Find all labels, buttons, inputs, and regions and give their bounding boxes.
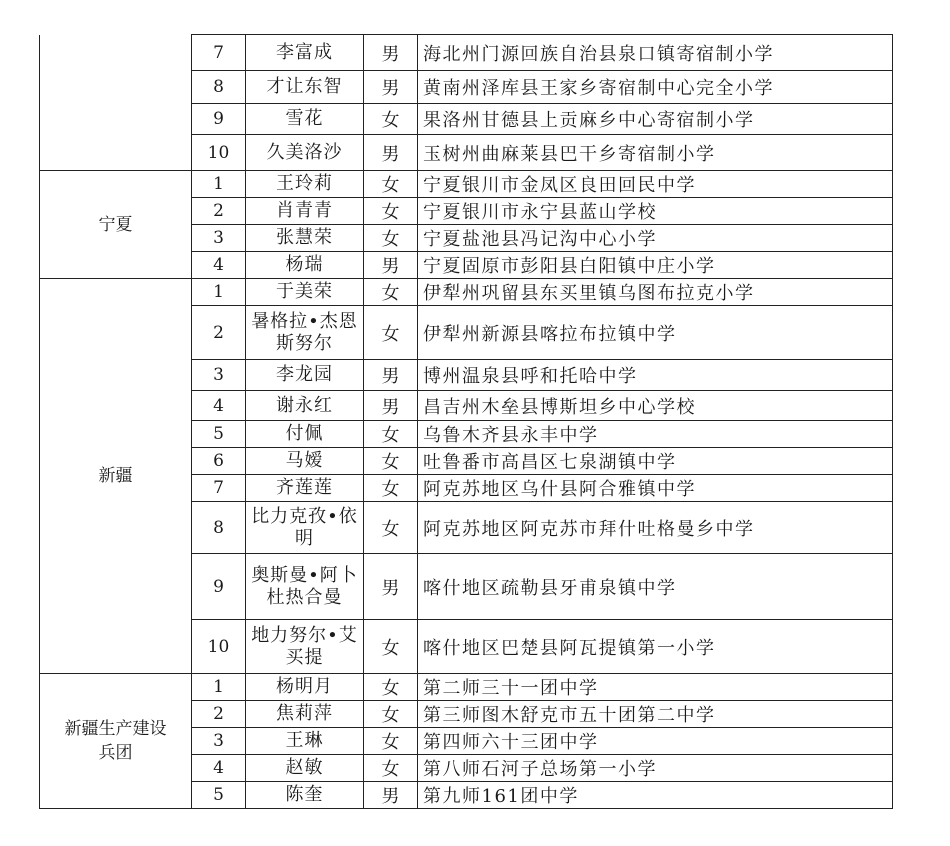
school-cell: 昌吉州木垒县博斯坦乡中心学校 (418, 391, 893, 421)
school-cell: 喀什地区巴楚县阿瓦提镇第一小学 (418, 620, 893, 674)
row-number: 2 (192, 701, 246, 728)
table-row (40, 674, 893, 701)
region-cell: 新疆 (40, 279, 192, 674)
gender-cell: 女 (364, 674, 418, 701)
gender-cell: 女 (364, 475, 418, 502)
gender-cell: 女 (364, 198, 418, 225)
gender-cell: 女 (364, 728, 418, 755)
school-cell: 阿克苏地区阿克苏市拜什吐格曼乡中学 (418, 502, 893, 554)
teacher-name: 杨明月 (246, 674, 364, 701)
school-cell: 黄南州泽库县王家乡寄宿制中心完全小学 (418, 71, 893, 104)
gender-cell: 女 (364, 701, 418, 728)
teacher-name: 陈奎 (246, 782, 364, 809)
teacher-name: 才让东智 (246, 71, 364, 104)
table-row (40, 171, 893, 198)
teacher-name: 王琳 (246, 728, 364, 755)
school-cell: 阿克苏地区乌什县阿合雅镇中学 (418, 475, 893, 502)
gender-cell: 女 (364, 225, 418, 252)
region-cell (40, 35, 192, 171)
table-row (40, 279, 893, 306)
row-number: 1 (192, 674, 246, 701)
gender-cell: 男 (364, 252, 418, 279)
teacher-name: 张慧荣 (246, 225, 364, 252)
gender-cell: 男 (364, 782, 418, 809)
row-number: 3 (192, 728, 246, 755)
teacher-name: 马嫒 (246, 448, 364, 475)
gender-cell: 女 (364, 421, 418, 448)
gender-cell: 男 (364, 35, 418, 71)
teacher-name: 李富成 (246, 35, 364, 71)
row-number: 4 (192, 755, 246, 782)
row-number: 10 (192, 135, 246, 171)
region-cell: 新疆生产建设兵团 (40, 674, 192, 809)
school-cell: 玉树州曲麻莱县巴干乡寄宿制小学 (418, 135, 893, 171)
row-number: 2 (192, 306, 246, 360)
school-cell: 博州温泉县呼和托哈中学 (418, 360, 893, 391)
gender-cell: 男 (364, 71, 418, 104)
row-number: 2 (192, 198, 246, 225)
school-cell: 伊犁州巩留县东买里镇乌图布拉克小学 (418, 279, 893, 306)
region-cell: 宁夏 (40, 171, 192, 279)
roster-table (39, 34, 893, 809)
school-cell: 喀什地区疏勒县牙甫泉镇中学 (418, 554, 893, 620)
teacher-name: 奥斯曼•阿卜杜热合曼 (246, 554, 364, 620)
school-cell: 第二师三十一团中学 (418, 674, 893, 701)
gender-cell: 男 (364, 360, 418, 391)
row-number: 3 (192, 360, 246, 391)
teacher-name: 久美洛沙 (246, 135, 364, 171)
row-number: 9 (192, 554, 246, 620)
gender-cell: 男 (364, 135, 418, 171)
gender-cell: 男 (364, 391, 418, 421)
roster-table-container (39, 34, 893, 809)
gender-cell: 女 (364, 448, 418, 475)
school-cell: 宁夏固原市彭阳县白阳镇中庄小学 (418, 252, 893, 279)
teacher-name: 雪花 (246, 104, 364, 135)
gender-cell: 女 (364, 279, 418, 306)
teacher-name: 付佩 (246, 421, 364, 448)
teacher-name: 齐莲莲 (246, 475, 364, 502)
teacher-name: 谢永红 (246, 391, 364, 421)
row-number: 8 (192, 71, 246, 104)
school-cell: 第九师161团中学 (418, 782, 893, 809)
row-number: 7 (192, 475, 246, 502)
school-cell: 第四师六十三团中学 (418, 728, 893, 755)
school-cell: 第三师图木舒克市五十团第二中学 (418, 701, 893, 728)
school-cell: 宁夏银川市金凤区良田回民中学 (418, 171, 893, 198)
school-cell: 伊犁州新源县喀拉布拉镇中学 (418, 306, 893, 360)
teacher-name: 暑格拉•杰恩斯努尔 (246, 306, 364, 360)
school-cell: 第八师石河子总场第一小学 (418, 755, 893, 782)
row-number: 6 (192, 448, 246, 475)
teacher-name: 杨瑞 (246, 252, 364, 279)
table-row (40, 35, 893, 71)
teacher-name: 李龙园 (246, 360, 364, 391)
teacher-name: 比力克孜•依明 (246, 502, 364, 554)
school-cell: 果洛州甘德县上贡麻乡中心寄宿制小学 (418, 104, 893, 135)
row-number: 3 (192, 225, 246, 252)
row-number: 4 (192, 252, 246, 279)
row-number: 4 (192, 391, 246, 421)
teacher-name: 赵敏 (246, 755, 364, 782)
gender-cell: 女 (364, 502, 418, 554)
gender-cell: 女 (364, 306, 418, 360)
row-number: 1 (192, 279, 246, 306)
school-cell: 宁夏银川市永宁县蓝山学校 (418, 198, 893, 225)
teacher-name: 王玲莉 (246, 171, 364, 198)
row-number: 7 (192, 35, 246, 71)
row-number: 9 (192, 104, 246, 135)
gender-cell: 男 (364, 554, 418, 620)
school-cell: 吐鲁番市高昌区七泉湖镇中学 (418, 448, 893, 475)
gender-cell: 女 (364, 620, 418, 674)
gender-cell: 女 (364, 755, 418, 782)
teacher-name: 地力努尔•艾买提 (246, 620, 364, 674)
teacher-name: 肖青青 (246, 198, 364, 225)
gender-cell: 女 (364, 171, 418, 198)
school-cell: 宁夏盐池县冯记沟中心小学 (418, 225, 893, 252)
gender-cell: 女 (364, 104, 418, 135)
row-number: 5 (192, 782, 246, 809)
row-number: 5 (192, 421, 246, 448)
school-cell: 海北州门源回族自治县泉口镇寄宿制小学 (418, 35, 893, 71)
teacher-name: 焦莉萍 (246, 701, 364, 728)
row-number: 10 (192, 620, 246, 674)
school-cell: 乌鲁木齐县永丰中学 (418, 421, 893, 448)
row-number: 1 (192, 171, 246, 198)
row-number: 8 (192, 502, 246, 554)
teacher-name: 于美荣 (246, 279, 364, 306)
